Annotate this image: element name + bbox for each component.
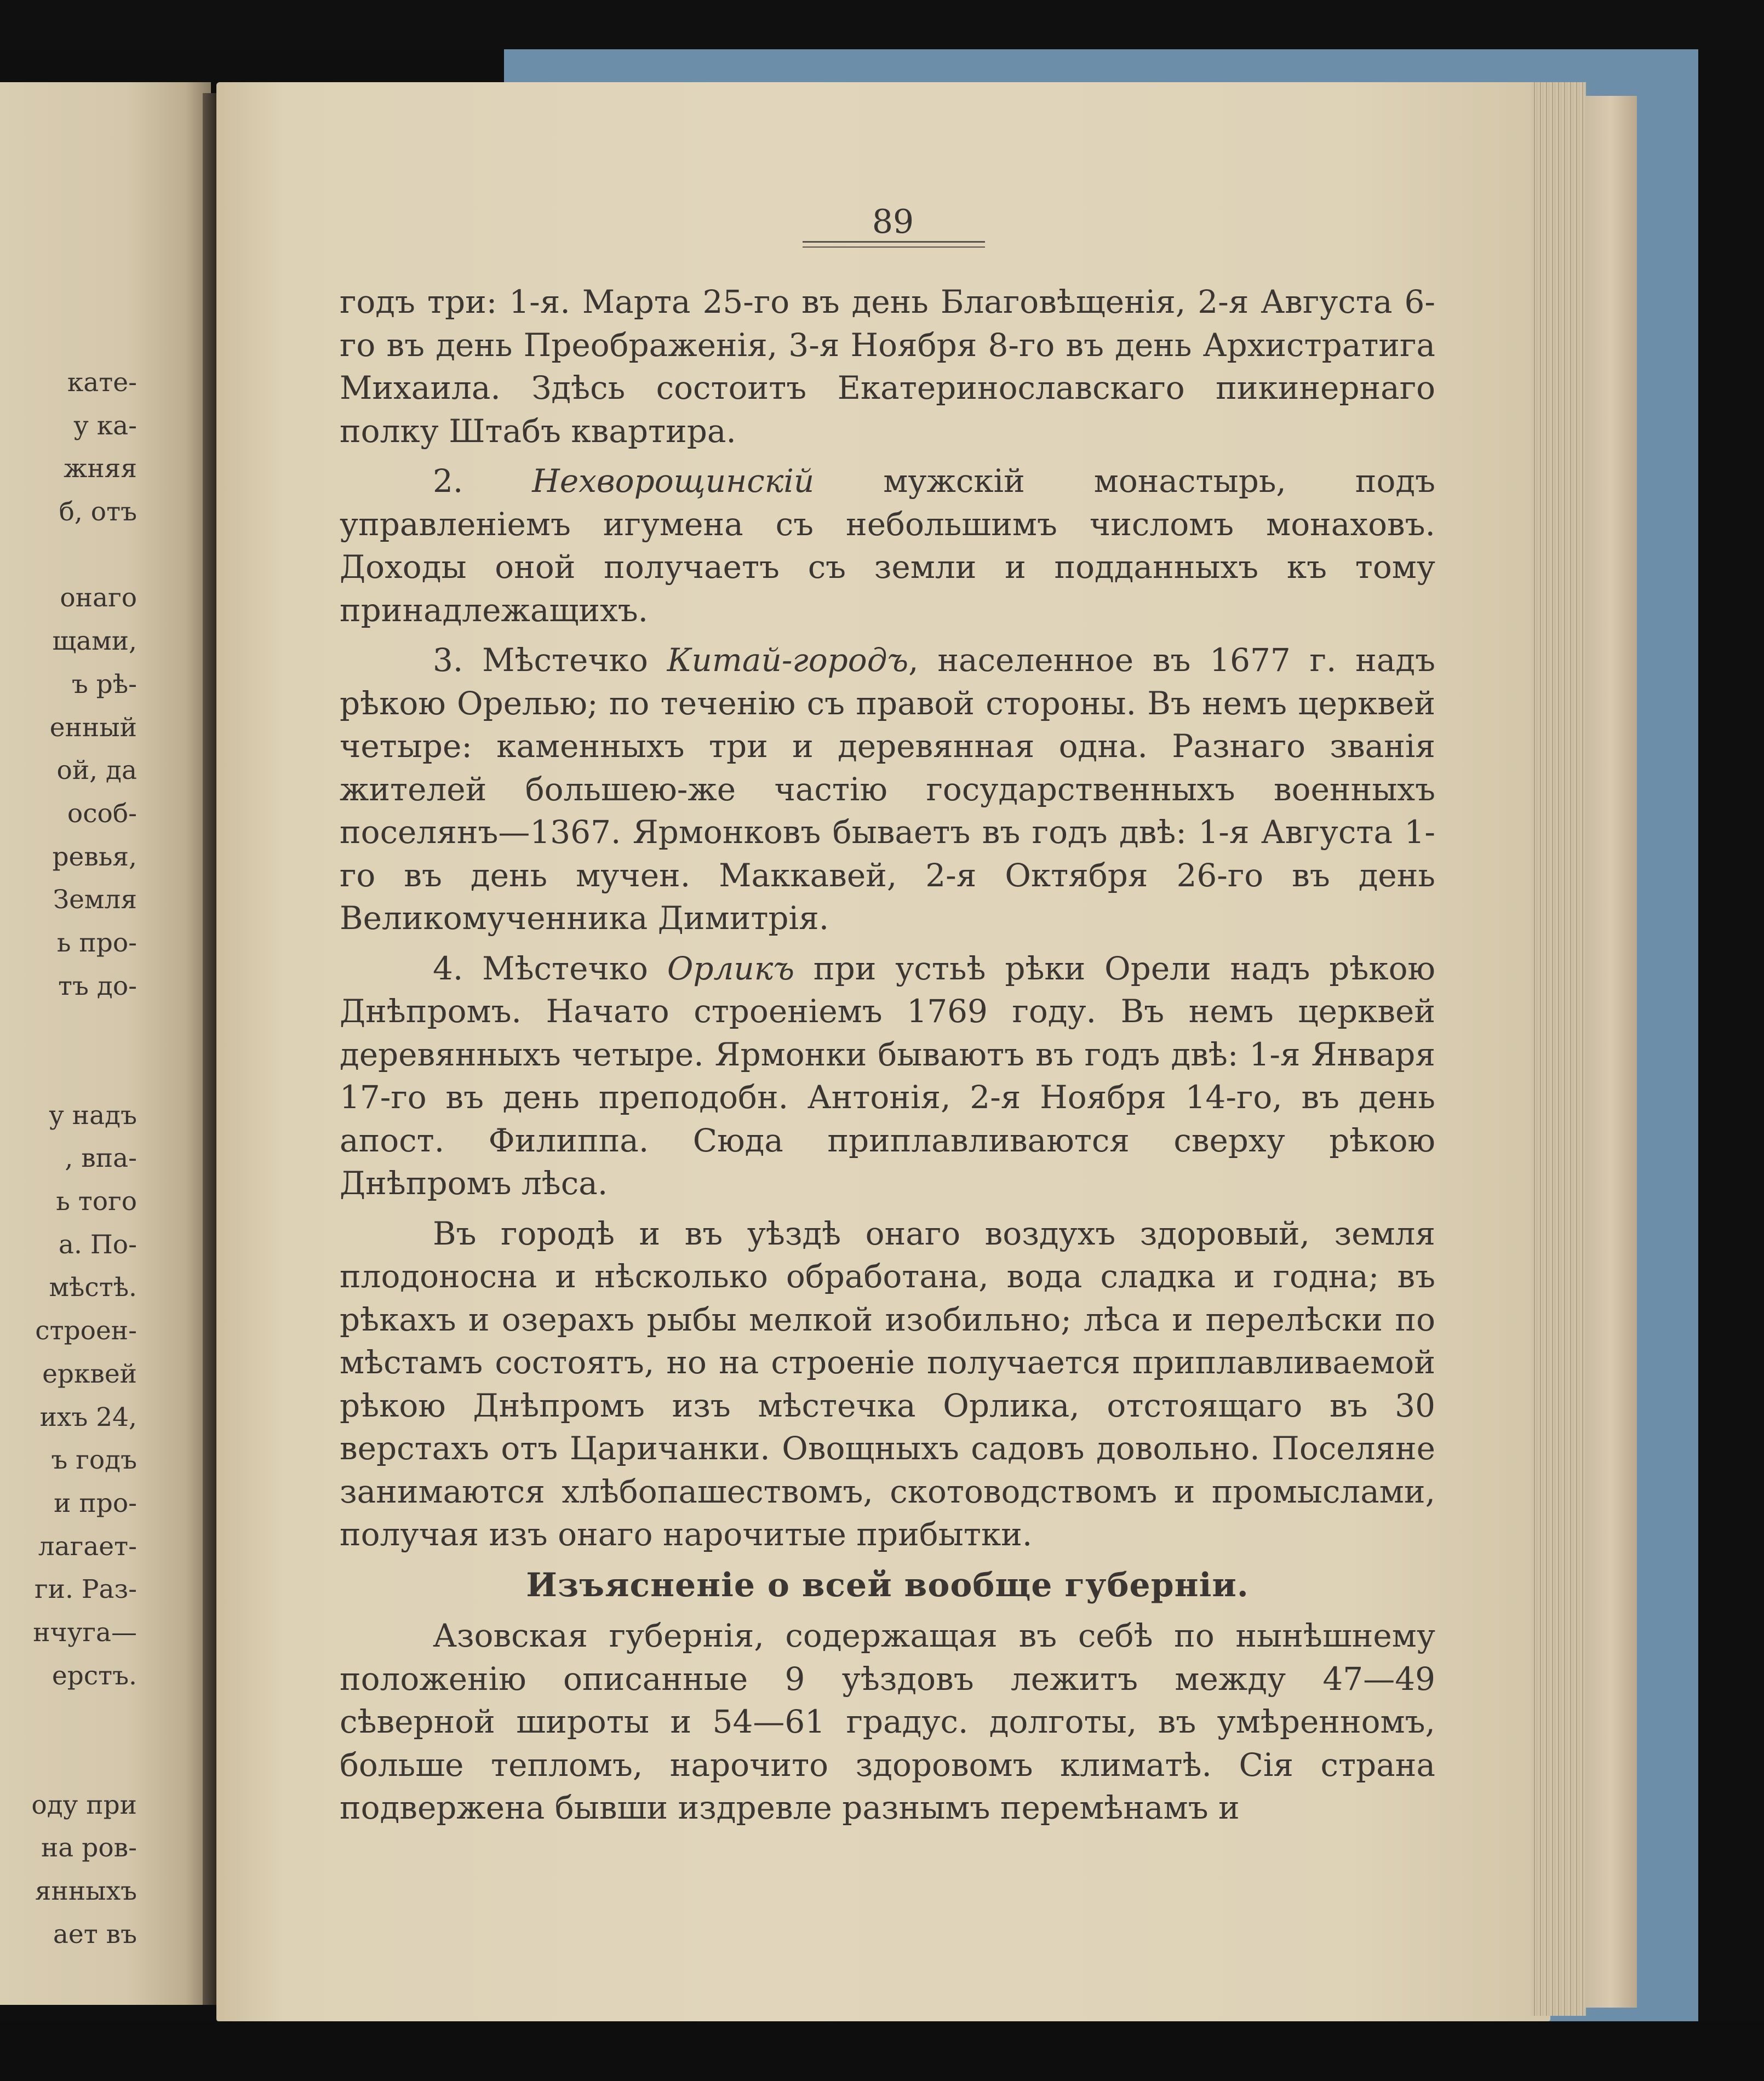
left-page-line: ревья, <box>52 841 137 872</box>
left-page-line: лагает- <box>38 1531 137 1562</box>
left-page <box>0 82 211 2005</box>
paragraph-5 <box>340 1212 1435 1556</box>
section-heading: Изъясненіе о всей вообще губерніи. <box>526 1566 1249 1604</box>
header-rule <box>803 241 985 243</box>
paragraph-4 <box>340 947 1435 1205</box>
left-page-line: ерстъ. <box>51 1660 137 1691</box>
paragraph-3 <box>340 639 1435 940</box>
left-page-line: Земля <box>53 885 137 915</box>
italic-place-name: Орликъ <box>667 949 795 987</box>
left-page-line: ъ рѣ- <box>71 669 137 700</box>
left-page-line: б, отъ <box>59 497 137 528</box>
italic-place-name: Нехворощинскій <box>532 462 815 500</box>
left-page-line: а. По- <box>58 1229 137 1260</box>
italic-place-name: Китай-городъ <box>667 641 909 679</box>
left-page-line: янныхъ <box>35 1876 137 1907</box>
bottom-shadow <box>0 2021 1764 2081</box>
left-page-line: у надъ <box>49 1100 137 1131</box>
text-run: 2. <box>433 462 532 500</box>
cover-edge <box>1585 96 1637 2008</box>
left-page-line: строен- <box>35 1316 137 1346</box>
left-page-line: енный <box>49 712 137 743</box>
left-page-line: ги. Раз- <box>35 1574 137 1605</box>
header-rule-secondary <box>803 246 985 248</box>
left-page-line: особ- <box>67 798 137 829</box>
text-run: годъ три: 1-я. Марта 25-го въ день Благовѣщенія, 2-я Августа 6-го въ день Преображенія, 3-я Ноября 8-го въ день Архистратига Михаила. Здѣсь состоитъ Екатеринославскаго пикинернаго полку Штабъ квартира. <box>340 283 1435 450</box>
left-page-line <box>0 1051 137 1094</box>
left-page-line: ерквей <box>42 1358 137 1389</box>
paragraph-1 <box>340 280 1435 452</box>
left-page-line: и про- <box>54 1488 137 1518</box>
left-page-line: ъ годъ <box>51 1445 137 1476</box>
left-page-line: ихъ 24, <box>39 1402 137 1432</box>
left-page-line <box>0 1741 137 1784</box>
left-page-line <box>0 1698 137 1741</box>
left-page-line: кате- <box>67 368 137 398</box>
left-page-line: нчуга— <box>33 1617 137 1648</box>
left-page-line: оду при <box>31 1790 137 1820</box>
left-page-line: жняя <box>64 454 137 484</box>
left-page-line: ь того <box>56 1186 137 1217</box>
left-page-line: , впа- <box>65 1143 137 1174</box>
page-edges <box>1531 82 1586 2016</box>
text-run: мужскій монастырь, подъ управленіемъ игумена съ небольшимъ числомъ монаховъ. Доходы оной получаетъ съ земли и подданныхъ къ тому принадлежащихъ. <box>340 462 1435 629</box>
left-page-line: ает въ <box>53 1919 137 1950</box>
page-body <box>340 280 1435 1837</box>
left-page-line: щами, <box>52 626 137 657</box>
left-page-line: мѣстѣ. <box>49 1272 137 1303</box>
left-page-line: ь про- <box>56 927 137 958</box>
top-shadow <box>0 0 1764 49</box>
left-page-line: тъ до- <box>58 971 137 1001</box>
text-run: , населенное въ 1677 г. надъ рѣкою Орелью; по теченію съ правой стороны. Въ немъ церквей четыре: каменныхъ три и деревянная одна. Разнаго званія жителей большею-же частію государственныхъ военныхъ поселянъ—1367. Ярмонковъ бываетъ въ годъ двѣ: 1-я Августа 1-го въ день мучен. Маккавей, 2-я Октября 26-го въ день Великомученника Димитрія. <box>340 641 1436 937</box>
left-page-line: у ка- <box>73 410 137 441</box>
left-page-text <box>0 362 137 1956</box>
left-page-line: ой, да <box>56 755 137 786</box>
text-run: Въ городѣ и въ уѣздѣ онаго воздухъ здоровый, земля плодоносна и нѣсколько обработана, вода сладка и годна; въ рѣкахъ и озерахъ рыбы мелкой изобильно; лѣса и перелѣски по мѣстамъ состоятъ, но на строеніе получается приплавливаемой рѣкою Днѣпромъ изъ мѣстечка Орлика, отстоящаго въ 30 верстахъ отъ Царичанки. Овощныхъ садовъ довольно. Поселяне занимаются хлѣбопашествомъ, скотоводствомъ и промыслами, получая изъ онаго нарочитые прибытки. <box>340 1214 1435 1553</box>
text-run: 3. Мѣстечко <box>433 641 667 679</box>
page-number: 89 <box>872 203 914 241</box>
left-page-line: на ров- <box>41 1833 137 1864</box>
left-page-line <box>0 534 137 577</box>
text-run: 4. Мѣстечко <box>433 949 667 987</box>
left-page-line <box>0 1008 137 1051</box>
paragraph-2 <box>340 460 1435 632</box>
left-page-line: онаго <box>60 583 137 614</box>
paragraph-6: Азовская губернія, содержащая въ себѣ по нынѣшнему положенію описанные 9 уѣздовъ лежитъ между 47—49 сѣверной широты и 54—61 градус. долготы, въ умѣренномъ, больше тепломъ, нарочито здоровомъ климатѣ. Сія страна подвержена бывши издревле разнымъ перемѣнамъ и <box>340 1617 1435 1826</box>
text-run: при устьѣ рѣки Орели надъ рѣкою Днѣпромъ. Начато строеніемъ 1769 году. Въ немъ церквей деревянныхъ четыре. Ярмонки бываютъ въ годъ двѣ: 1-я Января 17-го въ день преподобн. Антонія, 2-я Ноября 14-го, въ день апост. Филиппа. Сюда приплавливаются сверху рѣкою Днѣпромъ лѣса. <box>340 949 1435 1202</box>
